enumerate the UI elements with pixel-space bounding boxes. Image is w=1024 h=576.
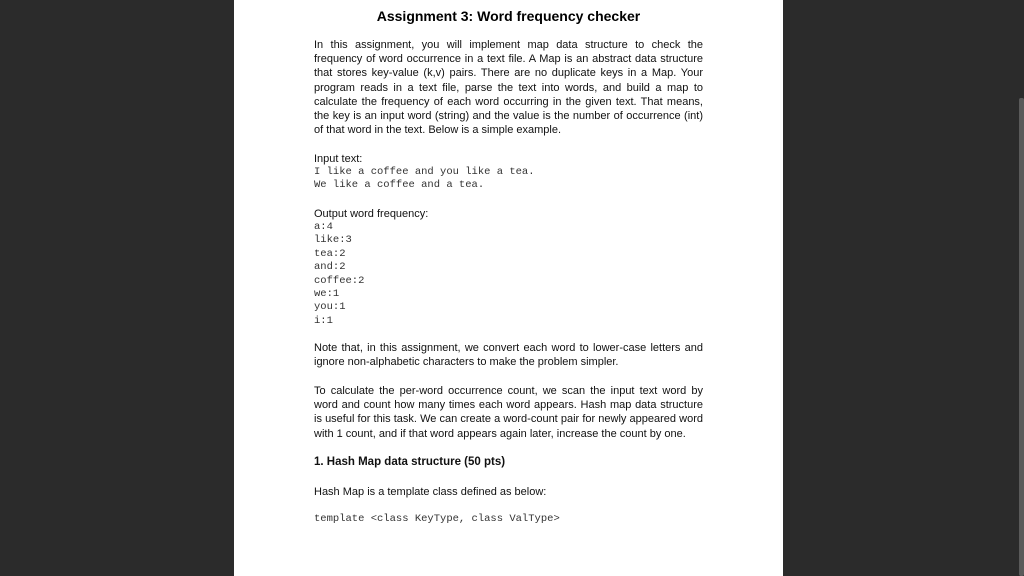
output-example — [314, 207, 703, 328]
input-example — [314, 152, 703, 193]
intro-block — [314, 38, 703, 137]
input-label: Input text: — [314, 153, 363, 165]
section-heading-block — [314, 455, 703, 469]
output-line: we:1 — [314, 288, 340, 301]
note-paragraph: Note that, in this assignment, we convert each word to lower-case letters and ignore non-alphabetic characters to make the problem simpler. — [314, 342, 703, 369]
vertical-scrollbar[interactable] — [1019, 0, 1024, 576]
document-title: Assignment 3: Word frequency checker — [376, 8, 641, 24]
template-code-block — [314, 513, 703, 526]
input-line: I like a coffee and you like a tea. — [314, 166, 535, 178]
template-code-line: template <class KeyType, class ValType> — [314, 513, 560, 525]
output-line: coffee:2 — [314, 274, 365, 287]
scrollbar-thumb[interactable] — [1019, 98, 1024, 576]
output-line: a:4 — [314, 221, 333, 233]
document-page — [234, 0, 783, 576]
intro-paragraph: In this assignment, you will implement map data structure to check the frequency of word occurrence in a text file. A Map is an abstract data structure that stores key-value (k,v) pairs. There are no duplicate keys in a Map. Your program reads in a text file, parse the text into words, and build a map to calculate the frequency of each word occurring in the given text. That means, the key is an input word (string) and the value is the number of occurrence (int) of that word in the text. Below is a simple example. — [314, 39, 703, 137]
calc-block — [314, 384, 703, 441]
output-line: and:2 — [314, 261, 346, 274]
output-line: i:1 — [314, 314, 333, 327]
calc-paragraph: To calculate the per-word occurrence count, we scan the input text word by word and count how many times each word appears. Hash map data structure is useful for this task. We can create a word-count pair for newly appeared word with 1 count, and if that word appears again later, increase the count by one. — [314, 385, 703, 440]
section-heading: 1. Hash Map data structure (50 pts) — [314, 456, 506, 468]
output-label: Output word frequency: — [314, 208, 429, 220]
note-block — [314, 341, 703, 369]
input-line: We like a coffee and a tea. — [314, 179, 485, 192]
hashmap-intro: Hash Map is a template class defined as below: — [314, 486, 547, 498]
hashmap-intro-block — [314, 485, 703, 499]
output-line: tea:2 — [314, 247, 346, 260]
output-line: like:3 — [314, 234, 352, 247]
output-line: you:1 — [314, 301, 346, 314]
